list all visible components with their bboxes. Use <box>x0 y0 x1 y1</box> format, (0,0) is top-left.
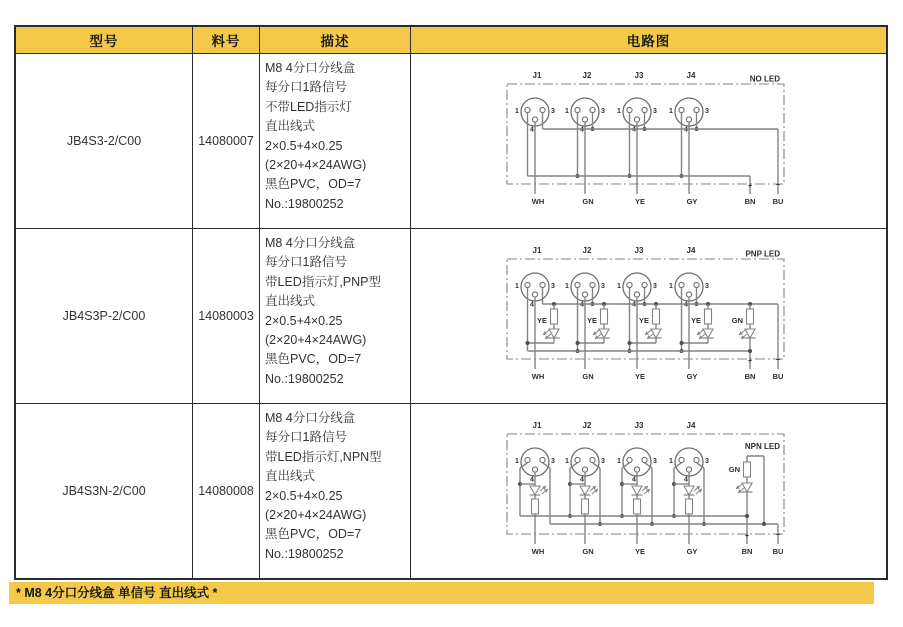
pin-label: 4 <box>632 126 636 134</box>
circuit-svg-0 <box>411 54 884 228</box>
junction-dot <box>762 522 766 526</box>
led-icon <box>684 486 694 495</box>
resistor <box>634 499 641 514</box>
description-line: (2×20+4×24AWG) <box>265 158 367 173</box>
connector-pin <box>679 457 684 462</box>
pin-label: 3 <box>705 108 709 115</box>
polarity-label: + <box>747 358 753 365</box>
description-line: 每分口1路信号 <box>265 430 347 445</box>
junction-dot <box>745 514 749 518</box>
description-line: 直出线式 <box>265 294 316 309</box>
connector-name-label: J1 <box>532 71 542 80</box>
resistor <box>601 309 608 324</box>
junction-dot <box>628 341 632 345</box>
pin-label: 3 <box>551 458 555 465</box>
pin-label: 1 <box>565 283 569 290</box>
connector-name-label: J3 <box>634 246 644 255</box>
led-icon <box>742 483 752 492</box>
connector-pin <box>694 107 699 112</box>
connector-pin <box>642 107 647 112</box>
resistor <box>551 309 558 324</box>
resistor <box>744 462 751 477</box>
resistor <box>686 499 693 514</box>
description-line: 2×0.5+4×0.25 <box>265 138 343 153</box>
polarity-label: − <box>775 355 781 364</box>
pin-label: 3 <box>601 283 605 290</box>
pin-label: 3 <box>705 458 709 465</box>
pin-label: 4 <box>530 301 534 309</box>
led-icon <box>632 486 642 495</box>
pin-label: 1 <box>565 458 569 465</box>
description-line: 2×0.5+4×0.25 <box>265 488 343 503</box>
circuit-pnp <box>507 246 784 381</box>
pin-label: 3 <box>653 283 657 290</box>
connector-pin <box>686 292 691 297</box>
circuit-title: NPN LED <box>744 442 780 451</box>
pin-label: 1 <box>515 108 519 115</box>
connector-pin <box>525 107 530 112</box>
pin-label: 1 <box>617 108 621 115</box>
description-line: 黑色PVC，OD=7 <box>265 527 362 542</box>
connector-pin <box>634 467 639 472</box>
pin-label: 4 <box>580 476 584 484</box>
header-model: 型号 <box>15 26 193 54</box>
description-cell <box>260 229 411 404</box>
description-line: (2×20+4×24AWG) <box>265 333 367 348</box>
connector-pin <box>532 467 537 472</box>
pin-label: 3 <box>551 108 555 115</box>
connector-pin <box>694 282 699 287</box>
connector-name-label: J4 <box>686 71 696 80</box>
part-number-cell: 14080007 <box>193 54 260 229</box>
circuit-cell <box>411 229 888 404</box>
pin-label: 3 <box>601 108 605 115</box>
wire-color-label: BN <box>744 197 756 206</box>
connector-pin <box>540 107 545 112</box>
wire-color-label: BU <box>772 197 784 206</box>
wire-color-label: BU <box>772 547 784 556</box>
wire-color-label: YE <box>634 372 646 381</box>
connector-pin <box>540 457 545 462</box>
description-line: 带LED指示灯,NPN型 <box>265 449 382 464</box>
connector-pin <box>634 292 639 297</box>
description-line: 带LED指示灯,PNP型 <box>265 274 381 289</box>
wire-color-label: WH <box>531 547 545 556</box>
pin-label: 4 <box>530 126 534 134</box>
description-line: No.:19800252 <box>265 371 344 386</box>
part-number-cell: 14080003 <box>193 229 260 404</box>
description-line: M8 4分口分线盒 <box>265 411 356 425</box>
pin-label: 1 <box>669 108 673 115</box>
circuit-title: NO LED <box>749 74 780 84</box>
connector-name-label: J1 <box>532 421 542 430</box>
description-cell <box>260 404 411 580</box>
connector-name-label: J3 <box>634 421 644 430</box>
pin-label: 3 <box>653 108 657 115</box>
polarity-label: + <box>747 183 753 190</box>
description-line: M8 4分口分线盒 <box>265 236 356 250</box>
connector-name-label: J4 <box>686 421 696 430</box>
led-color-label: YE <box>536 316 547 325</box>
resistor <box>582 499 589 514</box>
connector-pin <box>627 282 632 287</box>
connector-name-label: J2 <box>582 421 592 430</box>
pin-label: 1 <box>515 458 519 465</box>
junction-dot <box>680 341 684 345</box>
wire-color-label: WH <box>531 372 545 381</box>
model-cell: JB4S3P-2/C00 <box>15 229 193 404</box>
description-line: 不带LED指示灯 <box>265 99 352 114</box>
footer-note: * M8 4分口分线盒 单信号 直出线式 * <box>9 582 874 604</box>
connector-pin <box>532 117 537 122</box>
connector-pin <box>582 467 587 472</box>
connector-pin <box>634 117 639 122</box>
table-row <box>15 229 887 404</box>
led-color-label: YE <box>638 316 649 325</box>
led-color-label: GN <box>731 316 743 325</box>
product-table <box>14 25 888 580</box>
polarity-label: − <box>775 530 781 539</box>
description-line: 黑色PVC，OD=7 <box>265 177 362 192</box>
connector-pin <box>532 292 537 297</box>
circuit-cell <box>411 404 888 580</box>
led-icon <box>580 486 590 495</box>
circuit-boundary <box>507 84 784 184</box>
junction-dot <box>526 341 530 345</box>
connector-pin <box>642 282 647 287</box>
connector-pin <box>575 457 580 462</box>
connector-pin <box>590 282 595 287</box>
circuit-svg-1 <box>411 229 884 403</box>
connector-pin <box>686 467 691 472</box>
polarity-label: − <box>775 180 781 189</box>
part-number-cell: 14080008 <box>193 404 260 580</box>
pin-label: 1 <box>565 108 569 115</box>
wire-color-label: BN <box>741 547 753 556</box>
resistor <box>653 309 660 324</box>
wire-color-label: GN <box>582 197 594 206</box>
junction-dot <box>576 341 580 345</box>
connector-pin <box>679 107 684 112</box>
connector-pin <box>642 457 647 462</box>
wire-color-label: BN <box>744 372 756 381</box>
connector-pin <box>679 282 684 287</box>
description-line: 2×0.5+4×0.25 <box>265 313 343 328</box>
pin-label: 4 <box>580 126 584 134</box>
pin-label: 4 <box>684 476 688 484</box>
pin-label: 4 <box>580 301 584 309</box>
pin-label: 3 <box>551 283 555 290</box>
circuit-svg-2 <box>411 404 884 578</box>
description-line: (2×20+4×24AWG) <box>265 508 367 523</box>
description-line: 直出线式 <box>265 469 316 484</box>
led-color-label: YE <box>586 316 597 325</box>
header-part-number: 料号 <box>193 26 260 54</box>
wire-color-label: YE <box>634 547 646 556</box>
wire-color-label: GN <box>582 372 594 381</box>
connector-name-label: J2 <box>582 71 592 80</box>
pin-label: 1 <box>617 283 621 290</box>
wire-color-label: YE <box>634 197 646 206</box>
circuit-cell <box>411 54 888 229</box>
description-line: No.:19800252 <box>265 196 344 211</box>
connector-pin <box>525 457 530 462</box>
table-row <box>15 54 887 229</box>
description-line: No.:19800252 <box>265 546 344 561</box>
connector-name-label: J4 <box>686 246 696 255</box>
pin-label: 3 <box>601 458 605 465</box>
connector-pin <box>540 282 545 287</box>
junction-dot <box>748 349 752 353</box>
pin-label: 3 <box>705 283 709 290</box>
led-icon <box>703 329 713 338</box>
wire-color-label: GN <box>582 547 594 556</box>
wire-color-label: GY <box>686 547 698 556</box>
description-line: 每分口1路信号 <box>265 255 347 270</box>
circuit-title: PNP LED <box>745 249 780 259</box>
connector-pin <box>590 457 595 462</box>
connector-name-label: J1 <box>532 246 542 255</box>
connector-pin <box>525 282 530 287</box>
resistor <box>747 309 754 324</box>
table-row <box>15 404 887 580</box>
connector-pin <box>590 107 595 112</box>
circuit-boundary <box>507 259 784 359</box>
description-line: 黑色PVC，OD=7 <box>265 352 362 367</box>
header-circuit-diagram: 电路图 <box>411 26 888 54</box>
wire-color-label: BU <box>772 372 784 381</box>
led-icon <box>599 329 609 338</box>
description-cell <box>260 54 411 229</box>
pin-label: 1 <box>669 458 673 465</box>
led-icon <box>745 329 755 338</box>
pin-label: 1 <box>669 283 673 290</box>
description-line: 直出线式 <box>265 119 316 134</box>
pin-label: 4 <box>684 126 688 134</box>
wire-color-label: WH <box>531 197 545 206</box>
resistor <box>532 499 539 514</box>
circuit-npn <box>507 421 784 556</box>
connector-pin <box>582 117 587 122</box>
pin-label: 4 <box>632 476 636 484</box>
pin-label: 4 <box>530 476 534 484</box>
pin-label: 4 <box>632 301 636 309</box>
led-icon <box>651 329 661 338</box>
connector-name-label: J2 <box>582 246 592 255</box>
led-color-label: GN <box>728 465 740 474</box>
pin-label: 3 <box>653 458 657 465</box>
pin-label: 1 <box>515 283 519 290</box>
description-line: 每分口1路信号 <box>265 80 347 95</box>
pin-label: 4 <box>684 301 688 309</box>
wire-color-label: GY <box>686 197 698 206</box>
circuit-none <box>507 71 784 206</box>
polarity-label: + <box>744 533 750 540</box>
resistor <box>705 309 712 324</box>
connector-pin <box>627 107 632 112</box>
connector-pin <box>582 292 587 297</box>
led-icon <box>530 486 540 495</box>
wire-color-label: GY <box>686 372 698 381</box>
header-row <box>15 26 887 54</box>
connector-pin <box>686 117 691 122</box>
connector-pin <box>694 457 699 462</box>
led-color-label: YE <box>690 316 701 325</box>
pin-label: 1 <box>617 458 621 465</box>
model-cell: JB4S3-2/C00 <box>15 54 193 229</box>
header-description: 描述 <box>260 26 411 54</box>
connector-name-label: J3 <box>634 71 644 80</box>
connector-pin <box>575 107 580 112</box>
model-cell: JB4S3N-2/C00 <box>15 404 193 580</box>
connector-pin <box>627 457 632 462</box>
description-line: M8 4分口分线盒 <box>265 61 356 75</box>
connector-pin <box>575 282 580 287</box>
led-icon <box>549 329 559 338</box>
